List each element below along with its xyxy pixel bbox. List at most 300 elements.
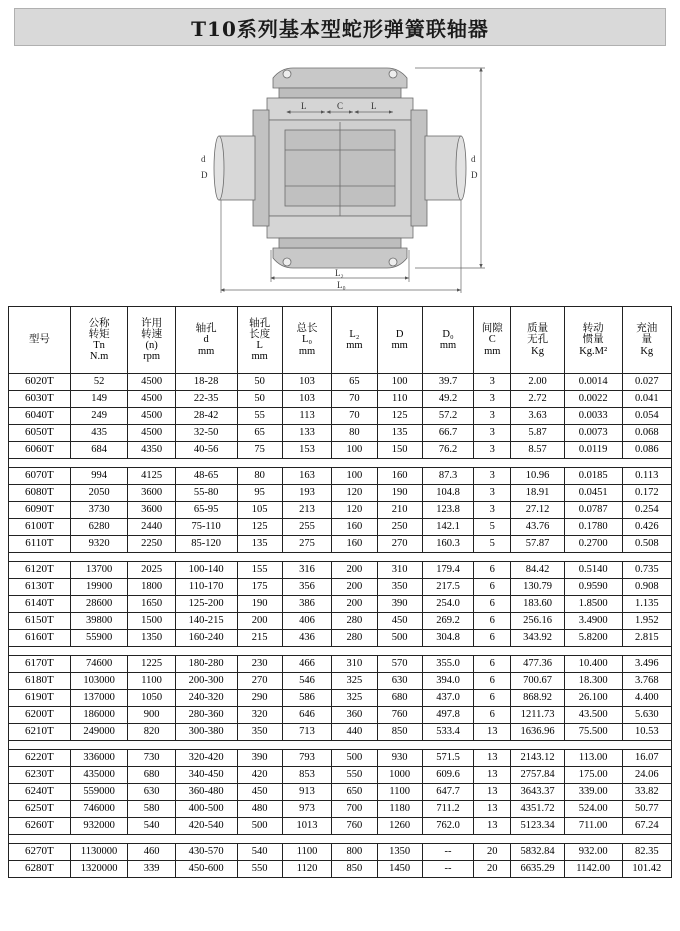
- specification-table: [8, 306, 672, 878]
- cell-value: 200: [332, 579, 377, 596]
- cell-value: 142.1: [422, 519, 473, 536]
- cell-value: 360-480: [175, 784, 237, 801]
- cell-value: 74600: [70, 656, 128, 673]
- cell-value: 65: [332, 374, 377, 391]
- cell-value: 280: [332, 613, 377, 630]
- cell-value: 3.768: [622, 673, 672, 690]
- cell-value: 100: [332, 468, 377, 485]
- cell-value: 40-56: [175, 442, 237, 459]
- cell-value: 105: [237, 502, 282, 519]
- cell-value: 5: [474, 519, 511, 536]
- cell-value: 546: [282, 673, 331, 690]
- table-row: [9, 750, 672, 767]
- cell-value: 190: [377, 485, 422, 502]
- cell-value: 0.1780: [564, 519, 622, 536]
- cell-value: 249: [70, 408, 128, 425]
- column-header-7: D mm: [377, 307, 422, 374]
- cell-value: 76.2: [422, 442, 473, 459]
- cell-value: 0.0787: [564, 502, 622, 519]
- coupling-diagram-svg: [175, 50, 505, 295]
- cell-value: 746000: [70, 801, 128, 818]
- cell-model: 6110T: [9, 536, 71, 553]
- cell-value: 420: [237, 767, 282, 784]
- cell-value: 3600: [128, 485, 175, 502]
- label-D-right: D: [471, 170, 478, 180]
- cell-value: 1350: [377, 844, 422, 861]
- cell-value: 269.2: [422, 613, 473, 630]
- cell-value: 390: [237, 750, 282, 767]
- cell-value: 183.60: [511, 596, 565, 613]
- cell-value: 1100: [128, 673, 175, 690]
- cell-value: 450-600: [175, 861, 237, 878]
- cell-value: 50: [237, 391, 282, 408]
- page-title: T10系列基本型蛇形弹簧联轴器: [191, 16, 489, 41]
- cell-value: 65-95: [175, 502, 237, 519]
- cell-value: 101.42: [622, 861, 672, 878]
- group-spacer: [9, 647, 672, 656]
- cell-value: 1.952: [622, 613, 672, 630]
- cell-value: 6: [474, 596, 511, 613]
- cell-value: 80: [332, 425, 377, 442]
- cell-value: 160-240: [175, 630, 237, 647]
- cell-value: 280-360: [175, 707, 237, 724]
- cell-value: 0.2700: [564, 536, 622, 553]
- column-header-12: 充油 量 Kg: [622, 307, 672, 374]
- cell-value: 1636.96: [511, 724, 565, 741]
- cell-value: 1320000: [70, 861, 128, 878]
- cell-value: 16.07: [622, 750, 672, 767]
- cell-value: 0.735: [622, 562, 672, 579]
- cell-value: 6: [474, 656, 511, 673]
- cell-value: 32-50: [175, 425, 237, 442]
- label-D-left: D: [201, 170, 208, 180]
- cell-value: 10.53: [622, 724, 672, 741]
- cell-value: 0.0073: [564, 425, 622, 442]
- cell-value: 230: [237, 656, 282, 673]
- cell-value: 180-280: [175, 656, 237, 673]
- cell-value: 103: [282, 374, 331, 391]
- cell-value: 0.041: [622, 391, 672, 408]
- cell-value: 150: [377, 442, 422, 459]
- cell-value: 50: [237, 374, 282, 391]
- cell-value: 2757.84: [511, 767, 565, 784]
- cell-value: 0.113: [622, 468, 672, 485]
- cell-value: 3643.37: [511, 784, 565, 801]
- cell-value: 700.67: [511, 673, 565, 690]
- cell-value: 49.2: [422, 391, 473, 408]
- cell-value: 113: [282, 408, 331, 425]
- cell-value: 4500: [128, 408, 175, 425]
- cell-value: 647.7: [422, 784, 473, 801]
- cell-value: 85-120: [175, 536, 237, 553]
- cell-value: 570: [377, 656, 422, 673]
- cell-value: 868.92: [511, 690, 565, 707]
- cell-value: 213: [282, 502, 331, 519]
- cell-value: 1100: [377, 784, 422, 801]
- table-row: [9, 630, 672, 647]
- cell-value: 210: [377, 502, 422, 519]
- cell-value: 28600: [70, 596, 128, 613]
- cell-value: 646: [282, 707, 331, 724]
- cell-value: 310: [332, 656, 377, 673]
- cell-value: 3.4900: [564, 613, 622, 630]
- cell-value: 1.135: [622, 596, 672, 613]
- cell-value: 0.086: [622, 442, 672, 459]
- table-row: [9, 579, 672, 596]
- cell-value: 52: [70, 374, 128, 391]
- cell-value: 350: [237, 724, 282, 741]
- cell-value: 680: [377, 690, 422, 707]
- cell-value: 973: [282, 801, 331, 818]
- column-header-11: 转动 惯量 Kg.M²: [564, 307, 622, 374]
- cell-value: 0.0022: [564, 391, 622, 408]
- cell-value: 609.6: [422, 767, 473, 784]
- cell-model: 6170T: [9, 656, 71, 673]
- cell-value: 13: [474, 724, 511, 741]
- table-row: [9, 724, 672, 741]
- cell-model: 6040T: [9, 408, 71, 425]
- cell-value: 13: [474, 767, 511, 784]
- cell-value: 3600: [128, 502, 175, 519]
- table-row: [9, 408, 672, 425]
- cell-model: 6070T: [9, 468, 71, 485]
- cell-value: 50.77: [622, 801, 672, 818]
- cell-value: 4.400: [622, 690, 672, 707]
- cell-value: 1225: [128, 656, 175, 673]
- cell-value: 3.496: [622, 656, 672, 673]
- cell-value: 700: [332, 801, 377, 818]
- table-row: [9, 391, 672, 408]
- cell-value: 240-320: [175, 690, 237, 707]
- cell-value: 5832.84: [511, 844, 565, 861]
- cell-value: 853: [282, 767, 331, 784]
- cell-value: 3: [474, 502, 511, 519]
- column-header-5: 总长 L₀ mm: [282, 307, 331, 374]
- cell-value: 1211.73: [511, 707, 565, 724]
- column-header-6: L₂ mm: [332, 307, 377, 374]
- cell-model: 6270T: [9, 844, 71, 861]
- cell-model: 6060T: [9, 442, 71, 459]
- cell-value: 100: [377, 374, 422, 391]
- cell-value: 550: [237, 861, 282, 878]
- cell-value: 200: [237, 613, 282, 630]
- cell-value: 1000: [377, 767, 422, 784]
- cell-value: 95: [237, 485, 282, 502]
- table-row: [9, 767, 672, 784]
- cell-value: 137000: [70, 690, 128, 707]
- cell-value: 82.35: [622, 844, 672, 861]
- cell-value: 0.508: [622, 536, 672, 553]
- table-row: [9, 784, 672, 801]
- group-spacer-cell: [9, 459, 672, 468]
- spec-table-wrap: [8, 306, 672, 878]
- cell-value: 304.8: [422, 630, 473, 647]
- table-row: [9, 596, 672, 613]
- cell-value: 6: [474, 579, 511, 596]
- cell-value: 65: [237, 425, 282, 442]
- cell-model: 6230T: [9, 767, 71, 784]
- cell-value: 66.7: [422, 425, 473, 442]
- cell-value: 186000: [70, 707, 128, 724]
- cell-value: 4350: [128, 442, 175, 459]
- table-row: [9, 656, 672, 673]
- cell-value: 440: [332, 724, 377, 741]
- cell-value: 135: [237, 536, 282, 553]
- cell-value: 80: [237, 468, 282, 485]
- cell-value: 1500: [128, 613, 175, 630]
- cell-value: 540: [237, 844, 282, 861]
- cell-model: 6280T: [9, 861, 71, 878]
- table-row: [9, 519, 672, 536]
- cell-value: 994: [70, 468, 128, 485]
- cell-model: 6200T: [9, 707, 71, 724]
- cell-value: 0.054: [622, 408, 672, 425]
- cell-value: 0.9590: [564, 579, 622, 596]
- cell-value: 1180: [377, 801, 422, 818]
- cell-value: 3: [474, 374, 511, 391]
- cell-value: 18.300: [564, 673, 622, 690]
- cell-value: 5.630: [622, 707, 672, 724]
- cell-value: 160: [332, 519, 377, 536]
- cell-value: 0.908: [622, 579, 672, 596]
- cell-value: 400-500: [175, 801, 237, 818]
- cell-value: 4125: [128, 468, 175, 485]
- cell-value: 200-300: [175, 673, 237, 690]
- cell-value: 559000: [70, 784, 128, 801]
- cell-value: 450: [377, 613, 422, 630]
- cell-value: 275: [282, 536, 331, 553]
- cell-value: 104.8: [422, 485, 473, 502]
- cell-value: 630: [377, 673, 422, 690]
- cell-value: 0.5140: [564, 562, 622, 579]
- table-row: [9, 613, 672, 630]
- cell-value: 160: [377, 468, 422, 485]
- cell-value: 13: [474, 801, 511, 818]
- column-header-0: 型号: [9, 307, 71, 374]
- cell-value: 24.06: [622, 767, 672, 784]
- cell-value: 466: [282, 656, 331, 673]
- cell-value: 75.500: [564, 724, 622, 741]
- cell-value: 20: [474, 844, 511, 861]
- column-header-1: 公称 转矩 Tn N.m: [70, 307, 128, 374]
- cell-value: 1142.00: [564, 861, 622, 878]
- cell-value: 217.5: [422, 579, 473, 596]
- cell-value: 270: [377, 536, 422, 553]
- product-drawing: [0, 50, 680, 300]
- cell-value: 20: [474, 861, 511, 878]
- label-d-right: d: [471, 154, 476, 164]
- cell-value: 684: [70, 442, 128, 459]
- cell-model: 6090T: [9, 502, 71, 519]
- cell-value: 571.5: [422, 750, 473, 767]
- cell-value: 1050: [128, 690, 175, 707]
- cell-value: 100-140: [175, 562, 237, 579]
- cell-value: 6: [474, 562, 511, 579]
- cell-value: 300-380: [175, 724, 237, 741]
- cell-value: 4351.72: [511, 801, 565, 818]
- cell-value: 435000: [70, 767, 128, 784]
- cell-value: 1650: [128, 596, 175, 613]
- cell-model: 6120T: [9, 562, 71, 579]
- cell-value: 355.0: [422, 656, 473, 673]
- cell-value: 70: [332, 408, 377, 425]
- cell-model: 6080T: [9, 485, 71, 502]
- cell-value: 0.0033: [564, 408, 622, 425]
- column-header-8: D₀ mm: [422, 307, 473, 374]
- cell-value: 336000: [70, 750, 128, 767]
- cell-value: 48-65: [175, 468, 237, 485]
- cell-value: 339.00: [564, 784, 622, 801]
- cell-value: 730: [128, 750, 175, 767]
- cell-value: 3: [474, 442, 511, 459]
- cell-value: 67.24: [622, 818, 672, 835]
- cell-value: 477.36: [511, 656, 565, 673]
- cell-value: 13: [474, 818, 511, 835]
- cell-value: 3: [474, 408, 511, 425]
- table-row: [9, 442, 672, 459]
- cell-value: 850: [377, 724, 422, 741]
- cell-value: 1130000: [70, 844, 128, 861]
- cell-value: 8.57: [511, 442, 565, 459]
- cell-value: 339: [128, 861, 175, 878]
- cell-value: 1350: [128, 630, 175, 647]
- cell-value: 120: [332, 485, 377, 502]
- cell-value: 19900: [70, 579, 128, 596]
- group-spacer: [9, 835, 672, 844]
- label-C: C: [337, 101, 344, 111]
- cell-value: 793: [282, 750, 331, 767]
- cell-value: 762.0: [422, 818, 473, 835]
- table-row: [9, 690, 672, 707]
- table-row: [9, 485, 672, 502]
- cell-model: 6160T: [9, 630, 71, 647]
- cell-model: 6190T: [9, 690, 71, 707]
- cell-value: 55-80: [175, 485, 237, 502]
- cell-value: 820: [128, 724, 175, 741]
- cell-value: 160: [332, 536, 377, 553]
- cell-value: 200: [332, 596, 377, 613]
- cell-value: 350: [377, 579, 422, 596]
- cell-value: 75-110: [175, 519, 237, 536]
- cell-value: 153: [282, 442, 331, 459]
- cell-value: 255: [282, 519, 331, 536]
- cell-value: 254.0: [422, 596, 473, 613]
- cell-value: 270: [237, 673, 282, 690]
- cell-model: 6240T: [9, 784, 71, 801]
- cell-value: 6635.29: [511, 861, 565, 878]
- cell-value: 1800: [128, 579, 175, 596]
- cell-value: 450: [237, 784, 282, 801]
- cell-value: 70: [332, 391, 377, 408]
- cell-value: 420-540: [175, 818, 237, 835]
- cell-value: 2025: [128, 562, 175, 579]
- cell-value: 0.0014: [564, 374, 622, 391]
- cell-value: 711.2: [422, 801, 473, 818]
- column-header-2: 许用 转速 (n) rpm: [128, 307, 175, 374]
- cell-value: 4500: [128, 425, 175, 442]
- cell-value: 2250: [128, 536, 175, 553]
- cell-value: 497.8: [422, 707, 473, 724]
- cell-value: 103000: [70, 673, 128, 690]
- cell-value: 26.100: [564, 690, 622, 707]
- cell-value: 5: [474, 536, 511, 553]
- cell-value: 650: [332, 784, 377, 801]
- cell-model: 6140T: [9, 596, 71, 613]
- cell-value: 57.2: [422, 408, 473, 425]
- cell-value: 87.3: [422, 468, 473, 485]
- cell-value: 215: [237, 630, 282, 647]
- cell-model: 6020T: [9, 374, 71, 391]
- cell-value: 6: [474, 630, 511, 647]
- cell-value: 2050: [70, 485, 128, 502]
- cell-value: 2.72: [511, 391, 565, 408]
- table-row: [9, 801, 672, 818]
- cell-value: 160.3: [422, 536, 473, 553]
- table-header: [9, 307, 672, 374]
- cell-value: 900: [128, 707, 175, 724]
- cell-value: 190: [237, 596, 282, 613]
- cell-value: 2.815: [622, 630, 672, 647]
- cell-value: 0.0451: [564, 485, 622, 502]
- cell-value: 18-28: [175, 374, 237, 391]
- cell-value: 5123.34: [511, 818, 565, 835]
- cell-value: 360: [332, 707, 377, 724]
- cell-value: 430-570: [175, 844, 237, 861]
- cell-value: 249000: [70, 724, 128, 741]
- cell-value: 6: [474, 613, 511, 630]
- cell-value: 325: [332, 690, 377, 707]
- cell-value: 3.63: [511, 408, 565, 425]
- group-spacer-cell: [9, 741, 672, 750]
- cell-value: 850: [332, 861, 377, 878]
- label-L2: L₂: [335, 268, 344, 278]
- cell-value: 10.400: [564, 656, 622, 673]
- cell-value: 43.76: [511, 519, 565, 536]
- cell-value: 1013: [282, 818, 331, 835]
- cell-value: 55900: [70, 630, 128, 647]
- cell-value: 256.16: [511, 613, 565, 630]
- cell-value: 2.00: [511, 374, 565, 391]
- cell-value: 913: [282, 784, 331, 801]
- cell-value: 932000: [70, 818, 128, 835]
- group-spacer: [9, 741, 672, 750]
- cell-value: 550: [332, 767, 377, 784]
- cell-value: 3: [474, 425, 511, 442]
- cell-value: 149: [70, 391, 128, 408]
- cell-value: 27.12: [511, 502, 565, 519]
- cell-value: 193: [282, 485, 331, 502]
- cell-value: 760: [332, 818, 377, 835]
- cell-value: 5.87: [511, 425, 565, 442]
- cell-value: 250: [377, 519, 422, 536]
- cell-model: 6130T: [9, 579, 71, 596]
- cell-value: 930: [377, 750, 422, 767]
- cell-value: 10.96: [511, 468, 565, 485]
- cell-value: 3: [474, 485, 511, 502]
- cell-value: 713: [282, 724, 331, 741]
- cell-model: 6210T: [9, 724, 71, 741]
- cell-value: 386: [282, 596, 331, 613]
- table-row: [9, 707, 672, 724]
- cell-model: 6180T: [9, 673, 71, 690]
- page-title-bar: [14, 8, 666, 46]
- cell-value: --: [422, 861, 473, 878]
- cell-value: 540: [128, 818, 175, 835]
- table-row: [9, 374, 672, 391]
- table-row: [9, 502, 672, 519]
- table-row: [9, 536, 672, 553]
- cell-value: 84.42: [511, 562, 565, 579]
